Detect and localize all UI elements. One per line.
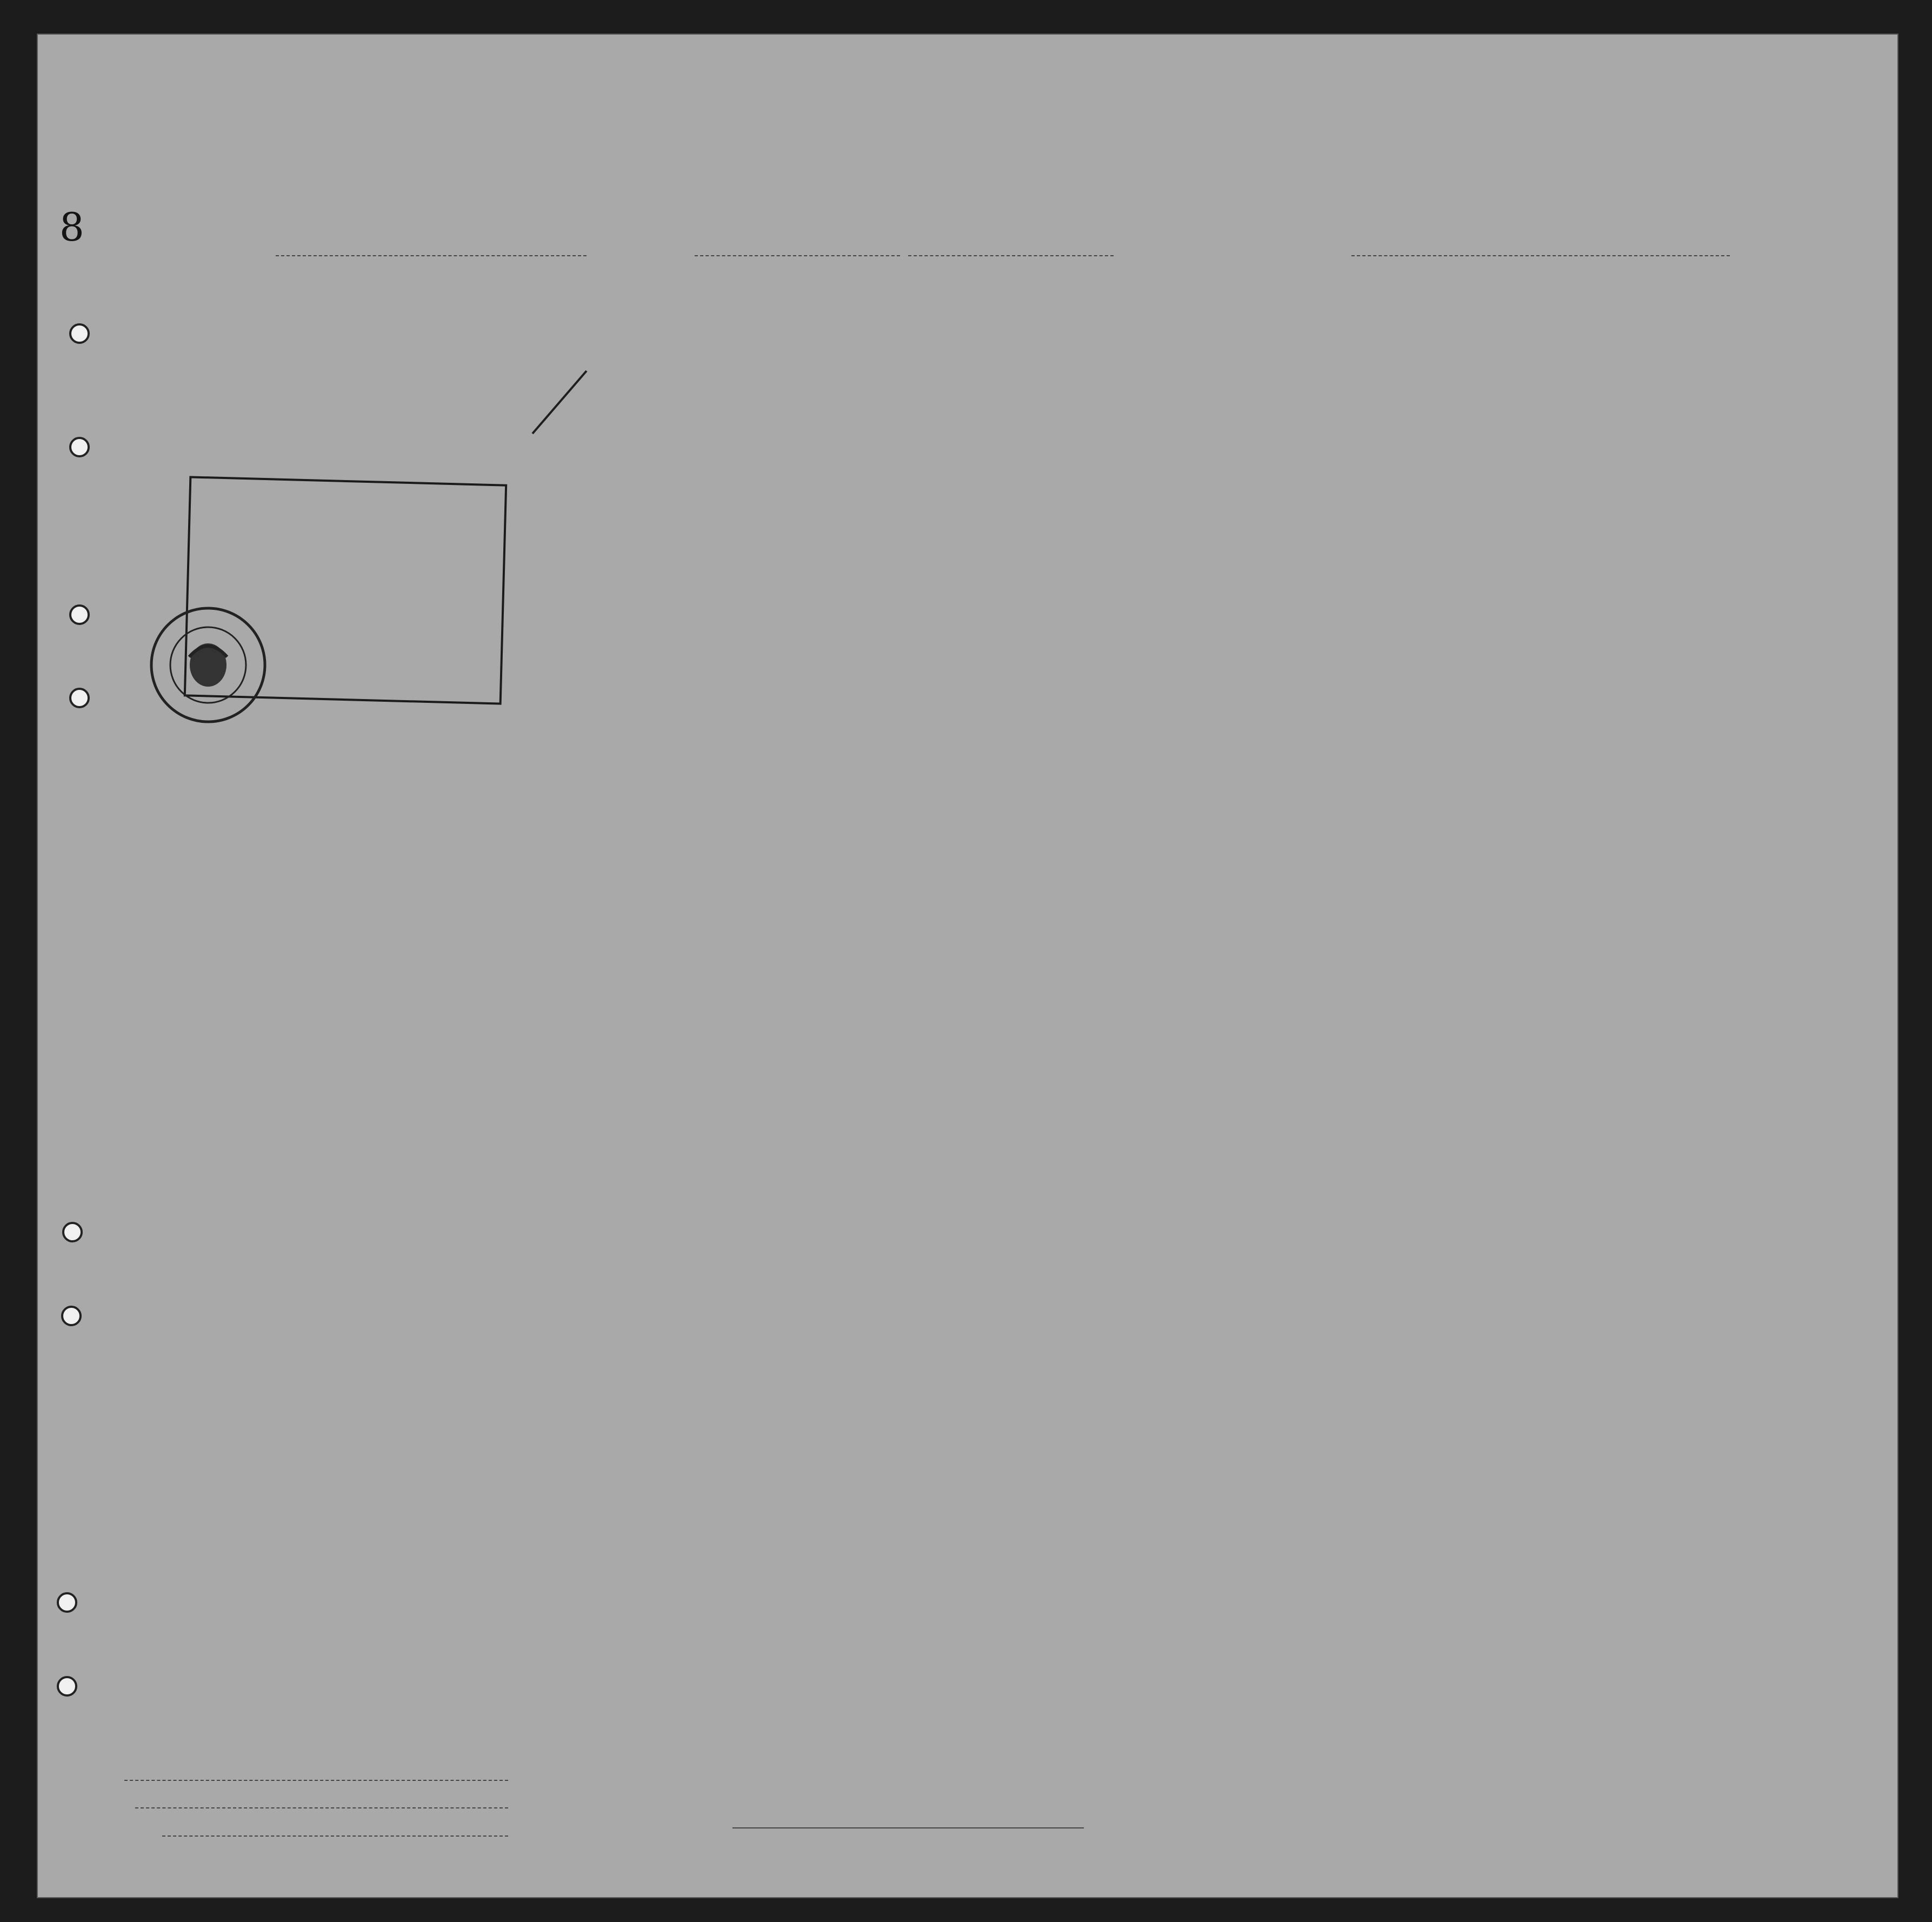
- id-card-dash-mark: [527, 368, 592, 438]
- inspector-signature-line: [732, 1827, 1084, 1828]
- stamp-validity: [282, 649, 490, 655]
- footer-line-underline: [124, 1780, 508, 1781]
- footer-owners-underline: [135, 1807, 508, 1808]
- consular-seal-icon: [146, 603, 270, 727]
- margin-mark: 8: [59, 204, 84, 250]
- footer-agents-underline: [162, 1835, 508, 1837]
- wax-seal-icon: [162, 749, 368, 943]
